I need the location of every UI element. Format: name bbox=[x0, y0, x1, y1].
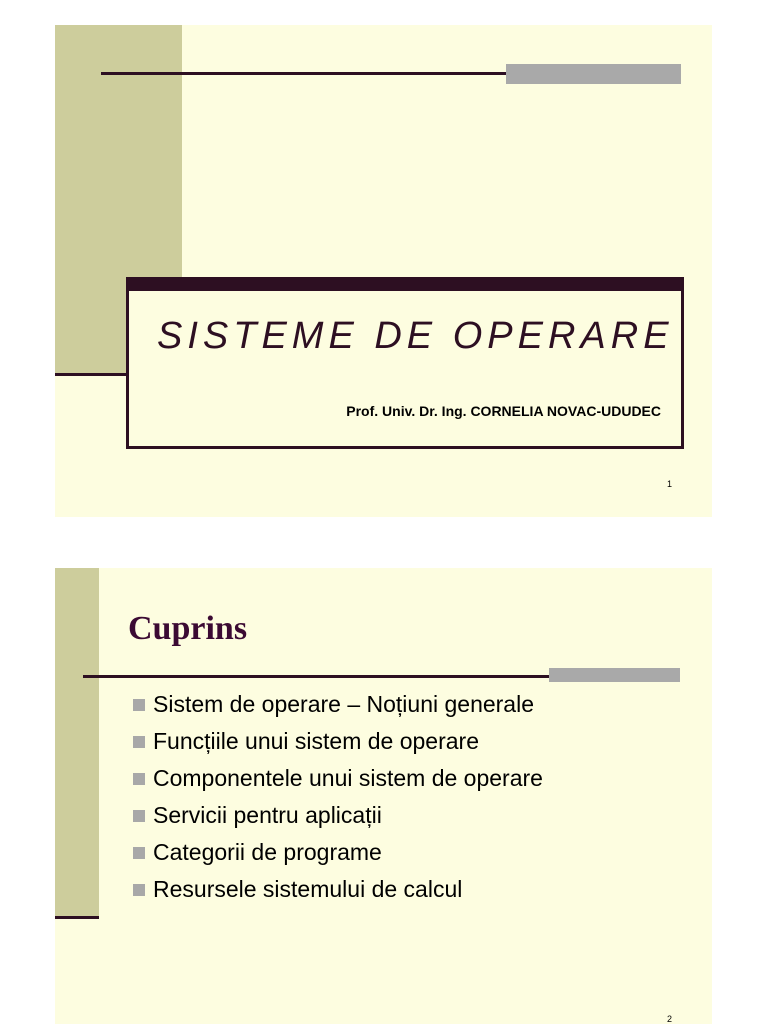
page-number: 1 bbox=[666, 479, 672, 489]
slide-2 bbox=[55, 568, 712, 1024]
page-number: 2 bbox=[666, 1014, 672, 1024]
list-item-text: Resursele sistemului de calcul bbox=[153, 876, 463, 902]
list-item-text: Funcțiile unui sistem de operare bbox=[153, 728, 479, 754]
list-item bbox=[133, 723, 543, 760]
square-bullet-icon bbox=[133, 773, 145, 785]
list-item bbox=[133, 760, 543, 797]
title-box bbox=[126, 277, 684, 449]
square-bullet-icon bbox=[133, 884, 145, 896]
list-item-text: Sistem de operare – Noțiuni generale bbox=[153, 691, 535, 717]
slide-1 bbox=[55, 25, 712, 517]
slide-heading: Cuprins bbox=[128, 610, 248, 647]
side-divider-line bbox=[55, 916, 99, 919]
contents-list bbox=[133, 686, 543, 908]
list-item-text: Componentele unui sistem de operare bbox=[153, 765, 543, 791]
square-bullet-icon bbox=[133, 847, 145, 859]
list-item-text: Servicii pentru aplicații bbox=[153, 802, 382, 828]
square-bullet-icon bbox=[133, 736, 145, 748]
gray-accent-bar bbox=[549, 668, 680, 682]
list-item bbox=[133, 871, 543, 908]
square-bullet-icon bbox=[133, 699, 145, 711]
side-decoration-band bbox=[55, 568, 99, 918]
gray-accent-bar bbox=[506, 64, 681, 84]
list-item bbox=[133, 797, 543, 834]
list-item bbox=[133, 686, 543, 723]
list-item bbox=[133, 834, 543, 871]
slide-title: SISTEME DE OPERARE bbox=[157, 315, 674, 357]
square-bullet-icon bbox=[133, 810, 145, 822]
author-name: Prof. Univ. Dr. Ing. CORNELIA NOVAC-UDUDEC bbox=[346, 403, 661, 419]
list-item-text: Categorii de programe bbox=[153, 839, 382, 865]
